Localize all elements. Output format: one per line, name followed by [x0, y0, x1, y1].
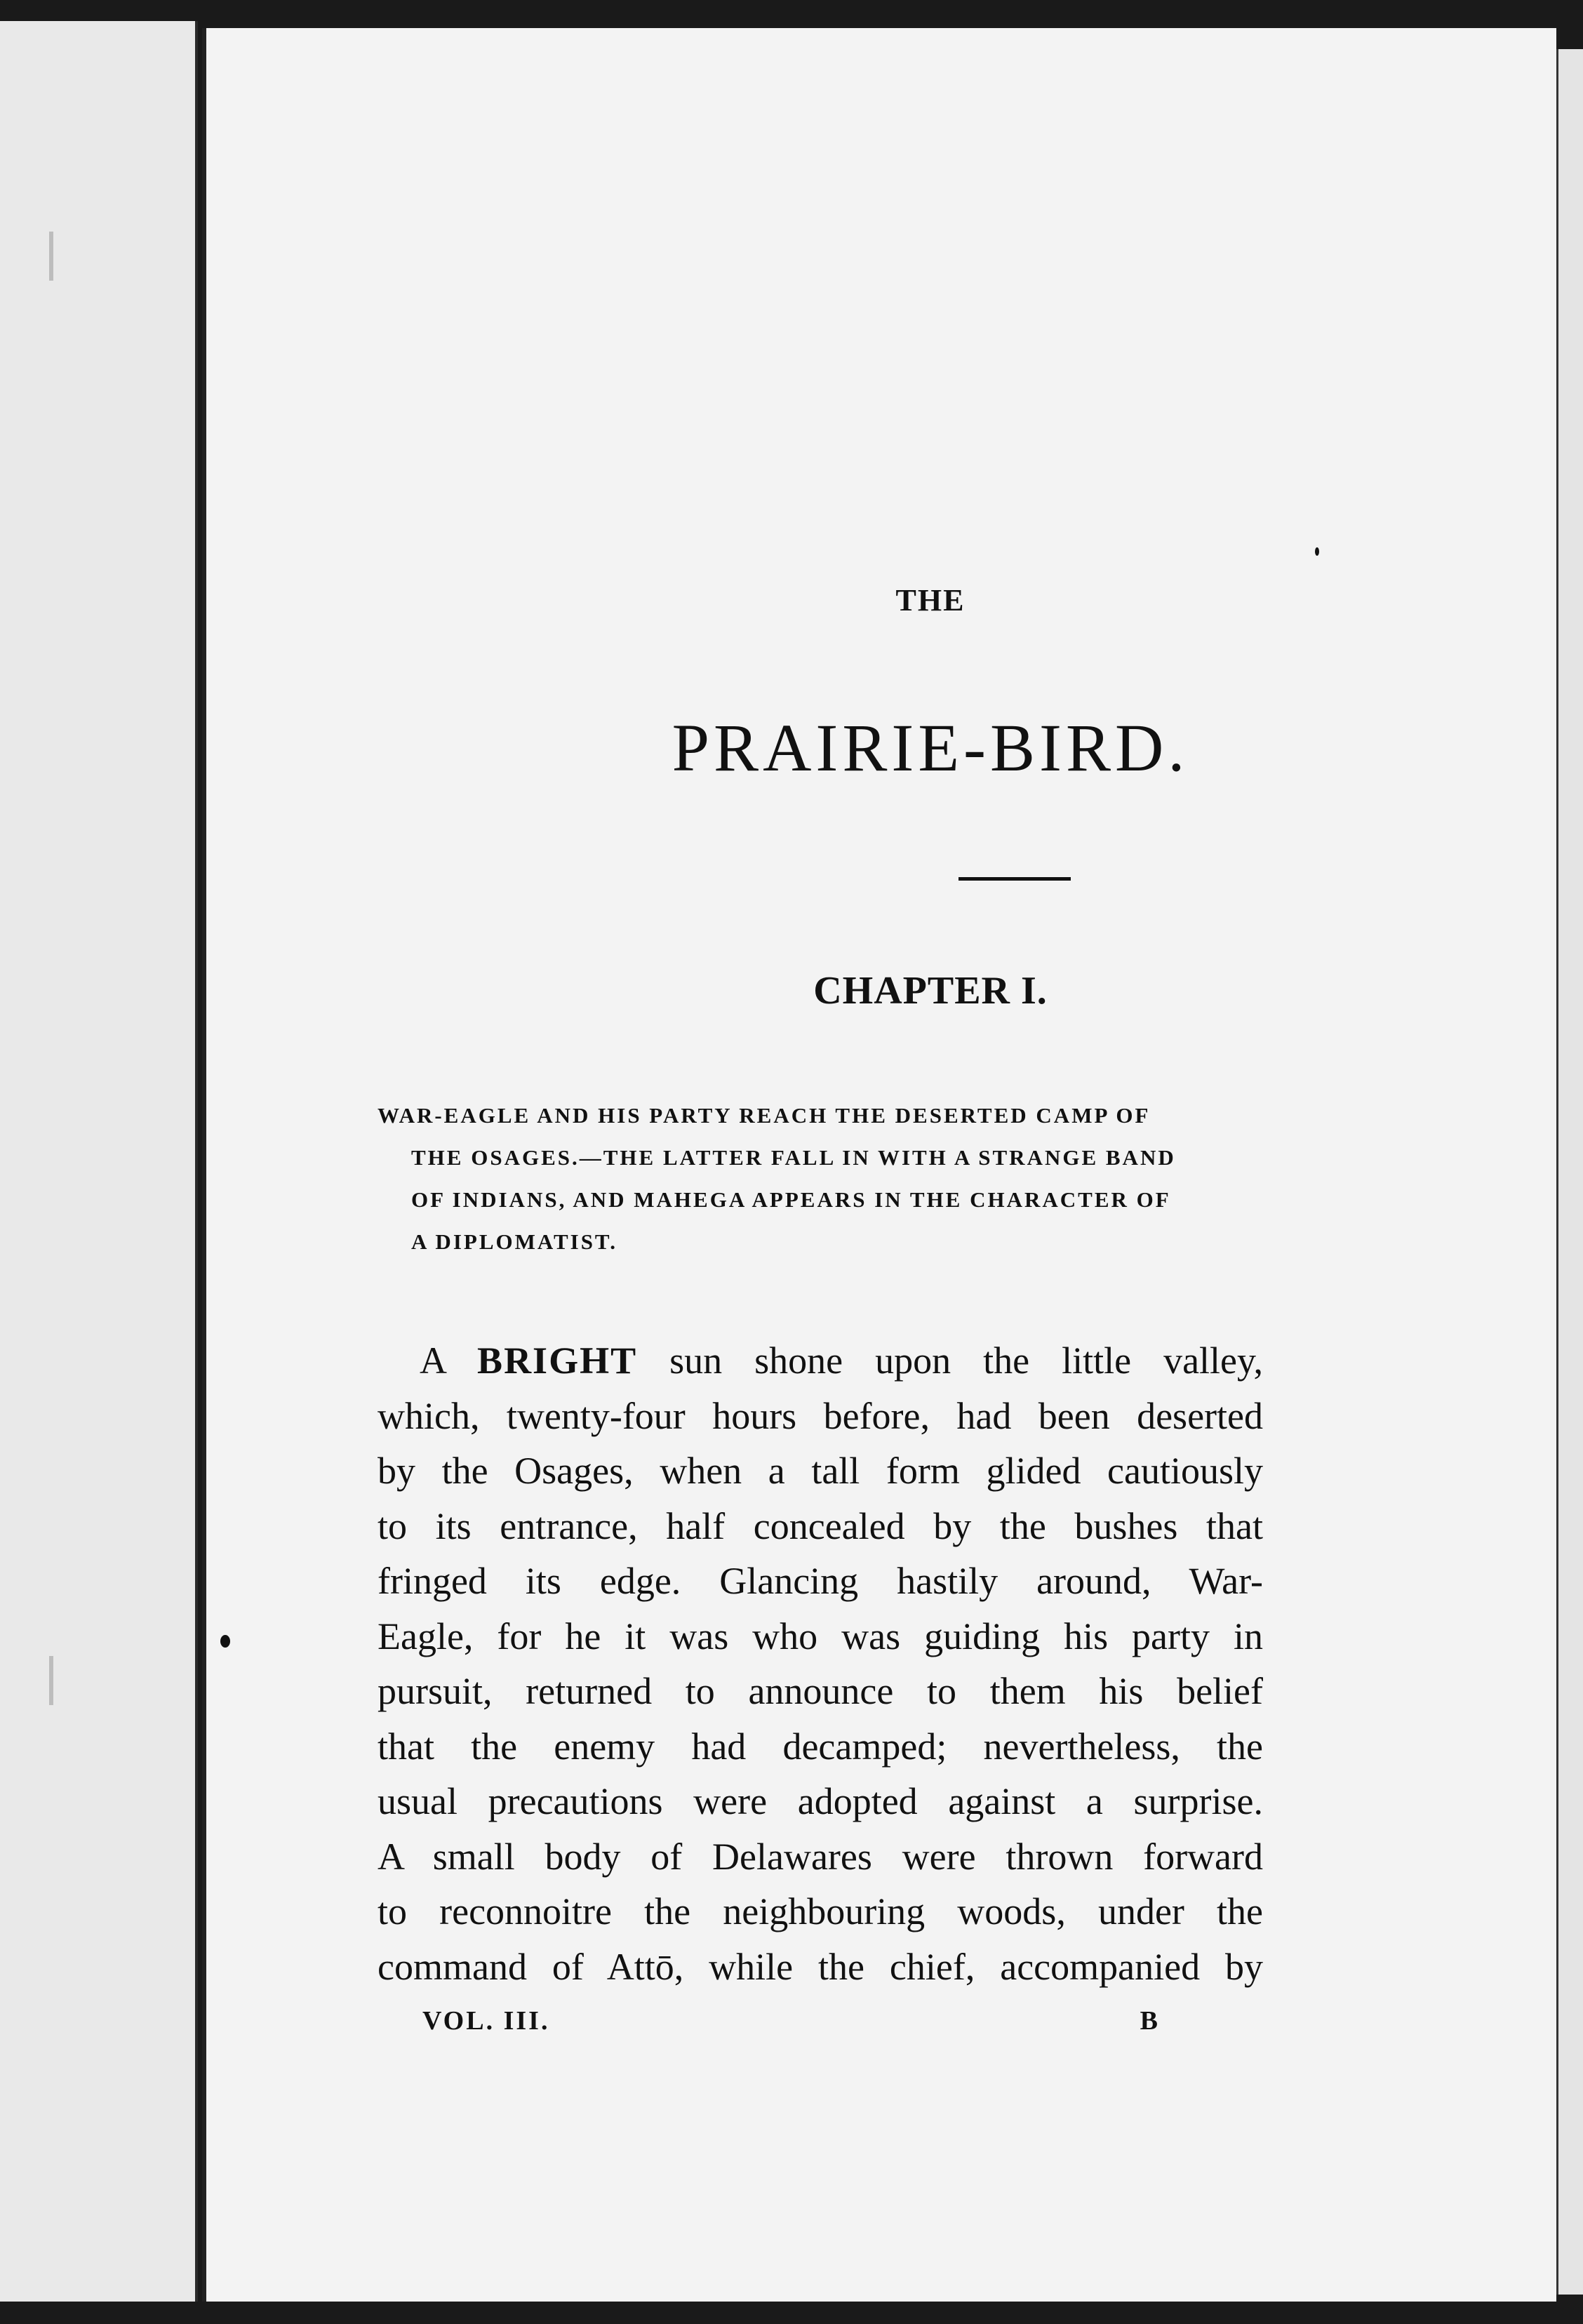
signature-mark: B [1140, 2006, 1158, 2036]
body-line: that the enemy had decamped; nevertheless, the [378, 1725, 1263, 1768]
synopsis-line: THE OSAGES.—THE LATTER FALL IN WITH A STRANGE BAND [411, 1145, 1176, 1170]
body-line: by the Osages, when a tall form glided cautiously [378, 1450, 1263, 1492]
body-line: A small body of Delawares were thrown forward [378, 1835, 1263, 1878]
body-paragraph [378, 1333, 1263, 1994]
facing-page-edge [0, 21, 198, 2302]
page-content [378, 28, 1483, 2302]
opening-rest: sun shone upon the little valley, [669, 1340, 1264, 1382]
opening-word: A [420, 1340, 446, 1382]
ink-speck [220, 1635, 230, 1648]
volume-number: VOL. III. [422, 2006, 550, 2036]
title-divider-rule [959, 877, 1071, 881]
bleed-mark [49, 232, 53, 281]
synopsis-line: OF INDIANS, AND MAHEGA APPEARS IN THE CHARACTER OF [411, 1187, 1171, 1212]
chapter-heading: CHAPTER I. [813, 969, 1048, 1013]
body-line: which, twenty-four hours before, had been deserted [378, 1394, 1263, 1437]
opening-smallcaps: BRIGHT [477, 1340, 638, 1382]
book-title: PRAIRIE-BIRD. [672, 710, 1189, 785]
page-edge-strip [1556, 49, 1583, 2295]
body-line: fringed its edge. Glancing hastily around, War- [378, 1560, 1263, 1602]
bleed-mark [49, 1656, 53, 1705]
body-line: pursuit, returned to announce to them his belief [378, 1670, 1263, 1712]
ink-speck [1315, 547, 1319, 556]
body-line: to its entrance, half concealed by the bushes that [378, 1504, 1263, 1547]
synopsis-line: A DIPLOMATIST. [411, 1229, 618, 1254]
body-line: command of Attō, while the chief, accompanied by [378, 1945, 1263, 1988]
title-article: THE [895, 583, 966, 617]
chapter-synopsis [378, 1095, 1263, 1263]
synopsis-line: WAR-EAGLE AND HIS PARTY REACH THE DESERTED CAMP OF [378, 1103, 1151, 1128]
body-line: Eagle, for he it was who was guiding his party in [378, 1615, 1263, 1657]
body-line: to reconnoitre the neighbouring woods, under the [378, 1890, 1263, 1932]
book-page [202, 28, 1556, 2302]
body-line: usual precautions were adopted against a surprise. [378, 1780, 1263, 1822]
body-line [378, 1333, 1263, 1389]
